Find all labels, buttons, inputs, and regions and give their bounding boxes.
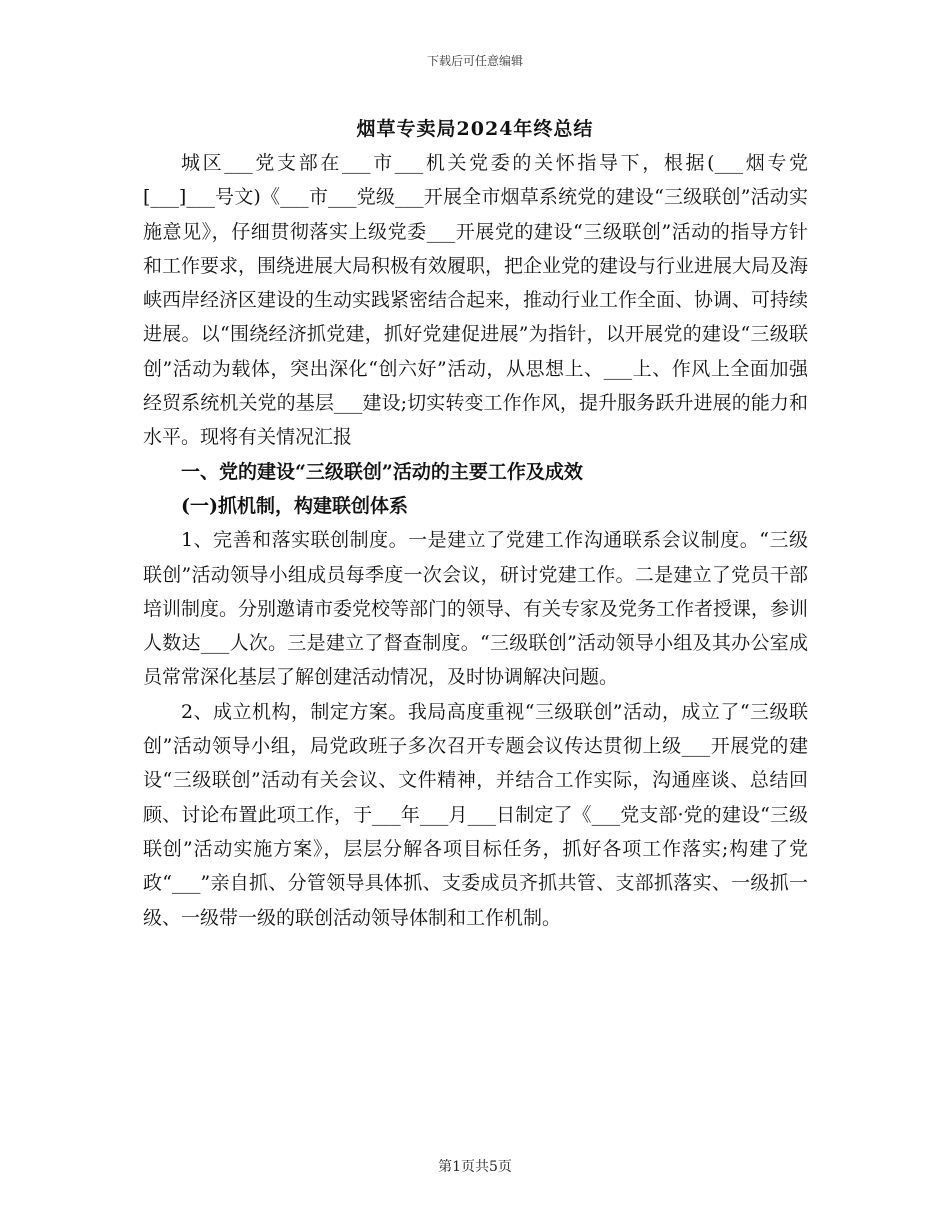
document-body bbox=[143, 146, 808, 935]
page-footer: 第1页共5页 bbox=[438, 1159, 512, 1175]
document-title: 烟草专卖局2024年终总结 bbox=[356, 118, 594, 140]
subsection-heading-1: (一)抓机制，构建联创体系 bbox=[181, 494, 408, 517]
paragraph-item-2: 2、成立机构，制定方案。我局高度重视“三级联创”活动，成立了“三级联创”活动领导小组，局党政班子多次召开专题会议传达贯彻上级___开展党的建设“三级联创”活动有关会议、文件精神，并结合工作实际，沟通座谈、总结回顾、讨论布置此项工作，于___年___月___日制定了《___党支部·党的建设“三级联创”活动实施方案》，层层分解各项目标任务，抓好各项工作落实;构建了党政“___”亲自抓、分管领导具体抓、支委成员齐抓共管、支部抓落实、一级抓一级、一级带一级的联创活动领导体制和工作机制。 bbox=[143, 700, 808, 929]
header-note: 下载后可任意编辑 bbox=[426, 54, 523, 68]
intro-paragraph: 城区___党支部在___市___机关党委的关怀指导下，根据(___烟专党[___]___号文)《___市___党级___开展全市烟草系统党的建设“三级联创”活动实施意见》，仔细贯彻落实上级党委___开展党的建设“三级联创”活动的指导方针和工作要求，围绕进展大局积极有效履职，把企业党的建设与行业进展大局及海峡西岸经济区建设的生动实践紧密结合起来，推动行业工作全面、协调、可持续进展。以“围绕经济抓党建，抓好党建促进展”为指针，以开展党的建设“三级联创”活动为载体，突出深化“创六好”活动，从思想上、___上、作风上全面加强经贸系统机关党的基层___建设;切实转变工作作风，提升服务跃升进展的能力和水平。现将有关情况汇报 bbox=[143, 152, 809, 449]
paragraph-item-1: 1、完善和落实联创制度。一是建立了党建工作沟通联系会议制度。“三级联创”活动领导小组成员每季度一次会议，研讨党建工作。二是建立了党员干部培训制度。分别邀请市委党校等部门的领导、有关专家及党务工作者授课，参训人数达___人次。三是建立了督查制度。“三级联创”活动领导小组及其办公室成员常常深化基层了解创建活动情况，及时协调解决问题。 bbox=[143, 529, 809, 689]
section-heading-1: 一、党的建设“三级联创”活动的主要工作及成效 bbox=[181, 460, 583, 483]
